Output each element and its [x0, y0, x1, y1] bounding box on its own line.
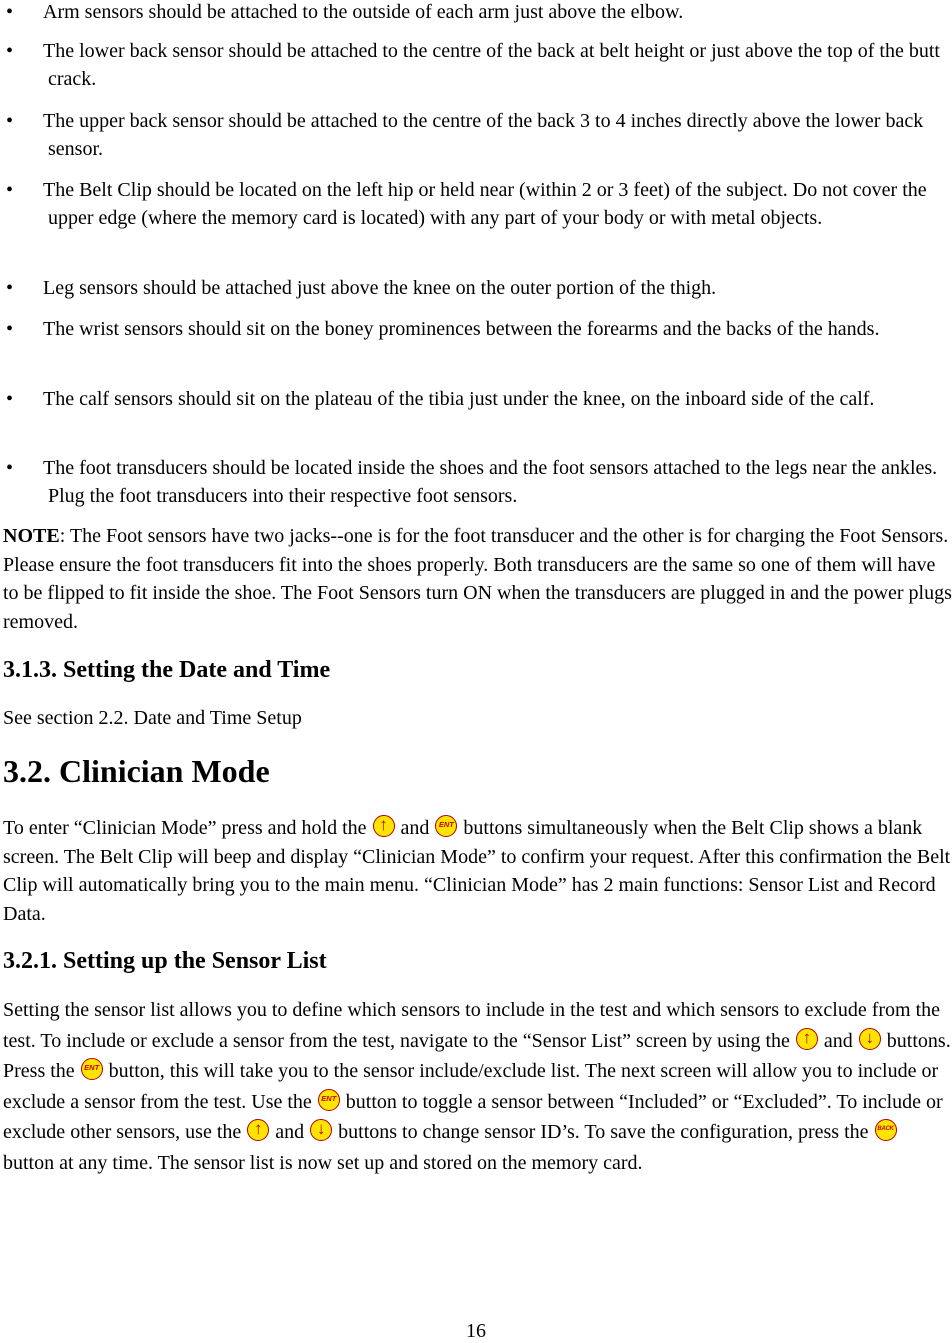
list-item — [0, 107, 952, 163]
section-heading-321: 3.2.1. Setting up the Sensor List — [3, 948, 327, 974]
enter-button-icon: ENT — [318, 1089, 340, 1111]
page-number: 16 — [466, 1320, 486, 1342]
bullet-symbol: • — [6, 457, 14, 479]
bullet-symbol: • — [6, 110, 14, 132]
list-item — [0, 385, 952, 413]
bullet-symbol: • — [6, 40, 14, 62]
paragraph-text: To enter “Clinician Mode” press and hold the — [3, 817, 367, 839]
list-item — [0, 37, 952, 93]
list-item — [0, 454, 952, 510]
list-item — [0, 0, 952, 26]
clinician-mode-paragraph — [3, 814, 952, 928]
paragraph-text: buttons simultaneously when the Belt Clip shows a blank screen. The Belt Clip will beep and display “Clinician Mode” to confirm your request. After this confirmation the Belt Clip will automatically bring you to the main menu. “Clinician Mode” has 2 main functions: Sensor List and Record Data. — [3, 817, 951, 925]
list-item-text: The calf sensors should sit on the plateau of the tibia just under the knee, on the inboard side of the calf. — [43, 388, 875, 410]
section-heading-32: 3.2. Clinician Mode — [3, 753, 270, 789]
list-item — [0, 176, 952, 232]
sensor-list-paragraph — [3, 995, 952, 1178]
bullet-symbol: • — [6, 277, 14, 299]
enter-button-icon: ENT — [81, 1058, 103, 1080]
note-paragraph — [3, 522, 952, 636]
up-arrow-button-icon: ↑ — [373, 815, 395, 837]
list-item-text: The Belt Clip should be located on the left hip or held near (within 2 or 3 feet) of the subject. Do not cover the upper edge (where the memory card is located) with any part of your body or with metal objects. — [43, 179, 927, 229]
down-arrow-button-icon: ↓ — [310, 1119, 332, 1141]
bullet-symbol: • — [6, 318, 14, 340]
bullet-symbol: • — [6, 179, 14, 201]
list-item-text: The lower back sensor should be attached to the centre of the back at belt height or just above the top of the butt crack. — [43, 40, 940, 90]
bullet-symbol: • — [6, 388, 14, 410]
list-item — [0, 274, 952, 302]
enter-button-icon: ENT — [435, 815, 457, 837]
up-arrow-button-icon: ↑ — [796, 1028, 818, 1050]
paragraph-text: button at any time. The sensor list is now set up and stored on the memory card. — [3, 1151, 643, 1174]
back-button-icon: BACK — [875, 1119, 897, 1141]
list-item-text: The wrist sensors should sit on the boney prominences between the forearms and the backs of the hands. — [43, 318, 880, 340]
list-item-text: Arm sensors should be attached to the outside of each arm just above the elbow. — [43, 1, 684, 23]
paragraph-text: buttons to change sensor ID’s. To save the configuration, press the — [333, 1121, 869, 1143]
note-label: NOTE — [3, 525, 60, 547]
paragraph-text: button, this will take you to the sensor include/exclude list. The next screen will allow you to include or exclude a sensor from the test. Use the — [3, 1060, 939, 1113]
bullet-symbol: • — [6, 1, 14, 23]
list-item — [0, 315, 952, 343]
paragraph-text: button to toggle a sensor between “Included” or “Excluded”. To include or exclude other sensors, use the — [3, 1090, 943, 1143]
section-313-body: See section 2.2. Date and Time Setup — [3, 707, 302, 729]
paragraph-text: and — [823, 1029, 853, 1052]
list-item-text: The foot transducers should be located inside the shoes and the foot sensors attached to the legs near the ankles. Plug the foot transducers into their respective foot sensors. — [43, 457, 938, 507]
up-arrow-button-icon: ↑ — [247, 1119, 269, 1141]
list-item-text: Leg sensors should be attached just above the knee on the outer portion of the thigh. — [43, 277, 717, 299]
paragraph-text: and — [275, 1121, 305, 1143]
down-arrow-button-icon: ↓ — [859, 1028, 881, 1050]
note-text: : The Foot sensors have two jacks--one is for the foot transducer and the other is for charging the Foot Sensors. Please ensure the foot transducers fit into the shoes properly. Both transducers are the same so one of them will have to be flipped to fit inside the shoe. The Foot Sensors turn ON when the transducers are plugged in and the power plugs removed. — [3, 525, 952, 633]
list-item-text: The upper back sensor should be attached to the centre of the back 3 to 4 inches directly above the lower back sensor. — [43, 110, 924, 160]
paragraph-text: Setting the sensor list allows you to define which sensors to include in the test and which sensors to exclude from the test. To include or exclude a sensor from the test, navigate to the “Sensor List” screen by using the — [3, 999, 941, 1052]
paragraph-text: and — [400, 817, 430, 839]
section-heading-313: 3.1.3. Setting the Date and Time — [3, 657, 331, 683]
paragraph-text: buttons. Press the — [3, 1029, 951, 1082]
